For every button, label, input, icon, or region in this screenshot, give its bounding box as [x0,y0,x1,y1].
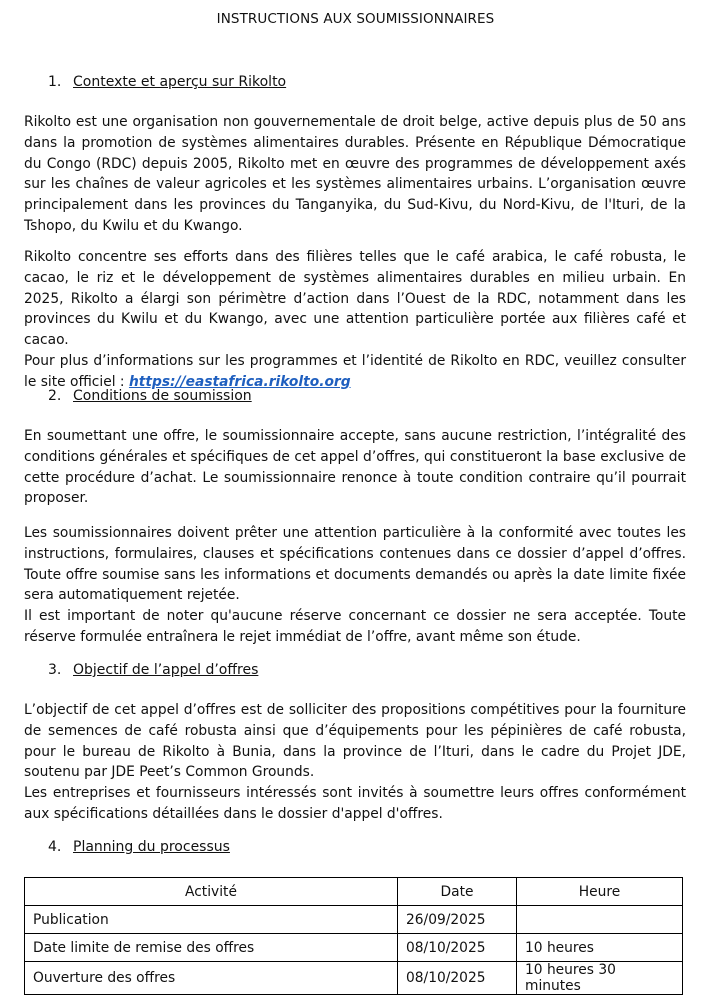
section-heading-text: Conditions de soumission [73,388,252,404]
paragraph: Rikolto est une organisation non gouvernementale de droit belge, active depuis plus de 50 ans dans la promotion de systèmes alimentaires durables. Présente en République Démocratique du Congo (RDC) depuis 2005, Rikolto met en œuvre des programmes de développement axés sur les chaînes de valeur agricoles et les systèmes alimentaires urbains. L’organisation œuvre principalement dans les provinces du Tanganyika, du Sud-Kivu, du Nord-Kivu, de l'Ituri, de la Tshopo, du Kwilu et du Kwango. [24,114,686,234]
table-row [25,906,683,934]
table-cell: Date limite de remise des offres [25,934,398,962]
document-title: INSTRUCTIONS AUX SOUMISSIONNAIRES [216,11,495,27]
planning-table [24,877,683,995]
table-cell: 10 heures 30 minutes [517,962,683,995]
paragraph: Les soumissionnaires doivent prêter une attention particulière à la conformité avec toutes les instructions, formulaires, clauses et spécifications contenues dans ce dossier d’appel d’offres. Toute offre soumise sans les informations et documents demandés ou après la date limite fixée sera automatiquement rejetée. Il est important de noter qu'aucune réserve concernant ce dossier ne sera acceptée. Toute réserve formulée entraînera le rejet immédiat de l’offre, avant même son étude. [24,525,686,645]
section-heading-text: Objectif de l’appel d’offres [73,662,259,678]
column-header: Activité [25,878,398,906]
table-header-row [25,878,683,906]
section-heading-4: 4. Planning du processus [48,839,230,855]
column-header: Date [398,878,517,906]
table-cell: Ouverture des offres [25,962,398,995]
table-cell: 08/10/2025 [398,934,517,962]
section-heading-text: Planning du processus [73,839,230,855]
table-cell: 08/10/2025 [398,962,517,995]
paragraph: L’objectif de cet appel d’offres est de solliciter des propositions compétitives pour la fourniture de semences de café robusta ainsi que d’équipements pour les pépinières de café robusta, pour le bureau de Rikolto à Bunia, dans la province de l’Ituri, dans le cadre du Projet JDE, soutenu par JDE Peet’s Common Grounds. Les entreprises et fournisseurs intéressés sont invités à soumettre leurs offres conformément aux spécifications détaillées dans le dossier d'appel d'offres. [24,702,686,822]
section-heading-3: 3. Objectif de l’appel d’offres [48,662,259,678]
table-cell: 26/09/2025 [398,906,517,934]
section-heading-1: 1. Contexte et aperçu sur Rikolto [48,74,287,90]
section-heading-2: 2. Conditions de soumission [48,388,252,404]
table-cell: 10 heures [517,934,683,962]
section-heading-text: Contexte et aperçu sur Rikolto [73,74,287,90]
paragraph: En soumettant une offre, le soumissionnaire accepte, sans aucune restriction, l’intégralité des conditions générales et spécifiques de cet appel d’offres, qui constitueront la base exclusive de cette procédure d’achat. Le soumissionnaire renonce à toute condition contraire qu’il pourrait proposer. [24,428,686,507]
table-cell: Publication [25,906,398,934]
website-link[interactable]: https://eastafrica.rikolto.org [128,373,351,390]
column-header: Heure [517,878,683,906]
table-cell [517,906,683,934]
table-row [25,934,683,962]
paragraph: Rikolto concentre ses efforts dans des filières telles que le café arabica, le café robusta, le cacao, le riz et le développement de systèmes alimentaires durables en milieu urbain. En 2025, Rikolto a élargi son périmètre d’action dans l’Ouest de la RDC, notamment dans les provinces du Kwilu et du Kwango, avec une attention particulière portée aux filières café et cacao. Pour plus d’informations sur les programmes et l’identité de Rikolto en RDC, veuillez consulter le site officiel : https://eastafrica.rikolto.org [24,249,686,390]
